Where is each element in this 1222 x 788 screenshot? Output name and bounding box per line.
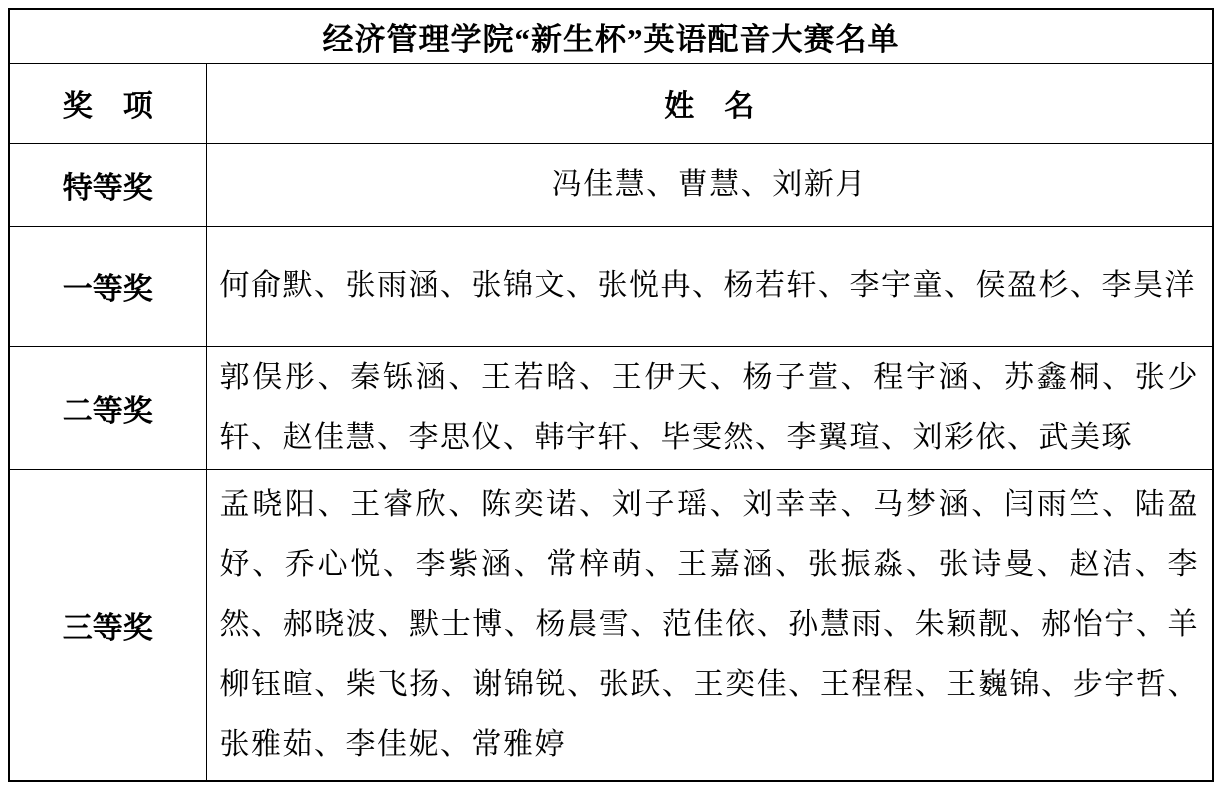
names-list-special: 冯佳慧、曹慧、刘新月 <box>206 143 1213 226</box>
header-row <box>9 63 1213 143</box>
award-name-list-table <box>8 8 1214 782</box>
table-row-third-prize <box>9 469 1213 781</box>
names-list-first: 何俞默、张雨涵、张锦文、张悦冉、杨若轩、李宇童、侯盈杉、李昊洋 <box>206 226 1213 346</box>
table-row-special-prize <box>9 143 1213 226</box>
table-title: 经济管理学院“新生杯”英语配音大赛名单 <box>9 9 1213 63</box>
award-label-second: 二等奖 <box>9 346 206 469</box>
header-name-column: 姓 名 <box>206 63 1213 143</box>
title-row <box>9 9 1213 63</box>
award-label-third: 三等奖 <box>9 469 206 781</box>
award-label-first: 一等奖 <box>9 226 206 346</box>
table-row-second-prize <box>9 346 1213 469</box>
table-row-first-prize <box>9 226 1213 346</box>
names-list-third: 孟晓阳、王睿欣、陈奕诺、刘子瑶、刘幸幸、马梦涵、闫雨竺、陆盈妤、乔心悦、李紫涵、常梓萌、王嘉涵、张振淼、张诗曼、赵洁、李然、郝晓波、默士博、杨晨雪、范佳依、孙慧雨、朱颖靓、郝怡宁、羊柳钰暄、柴飞扬、谢锦锐、张跃、王奕佳、王程程、王巍锦、步宇哲、张雅茹、李佳妮、常雅婷 <box>206 469 1213 781</box>
header-award-column: 奖 项 <box>9 63 206 143</box>
award-label-special: 特等奖 <box>9 143 206 226</box>
names-list-second: 郭俣彤、秦铄涵、王若晗、王伊天、杨子萱、程宇涵、苏鑫桐、张少轩、赵佳慧、李思仪、韩宇轩、毕雯然、李翼瑄、刘彩依、武美琢 <box>206 346 1213 469</box>
